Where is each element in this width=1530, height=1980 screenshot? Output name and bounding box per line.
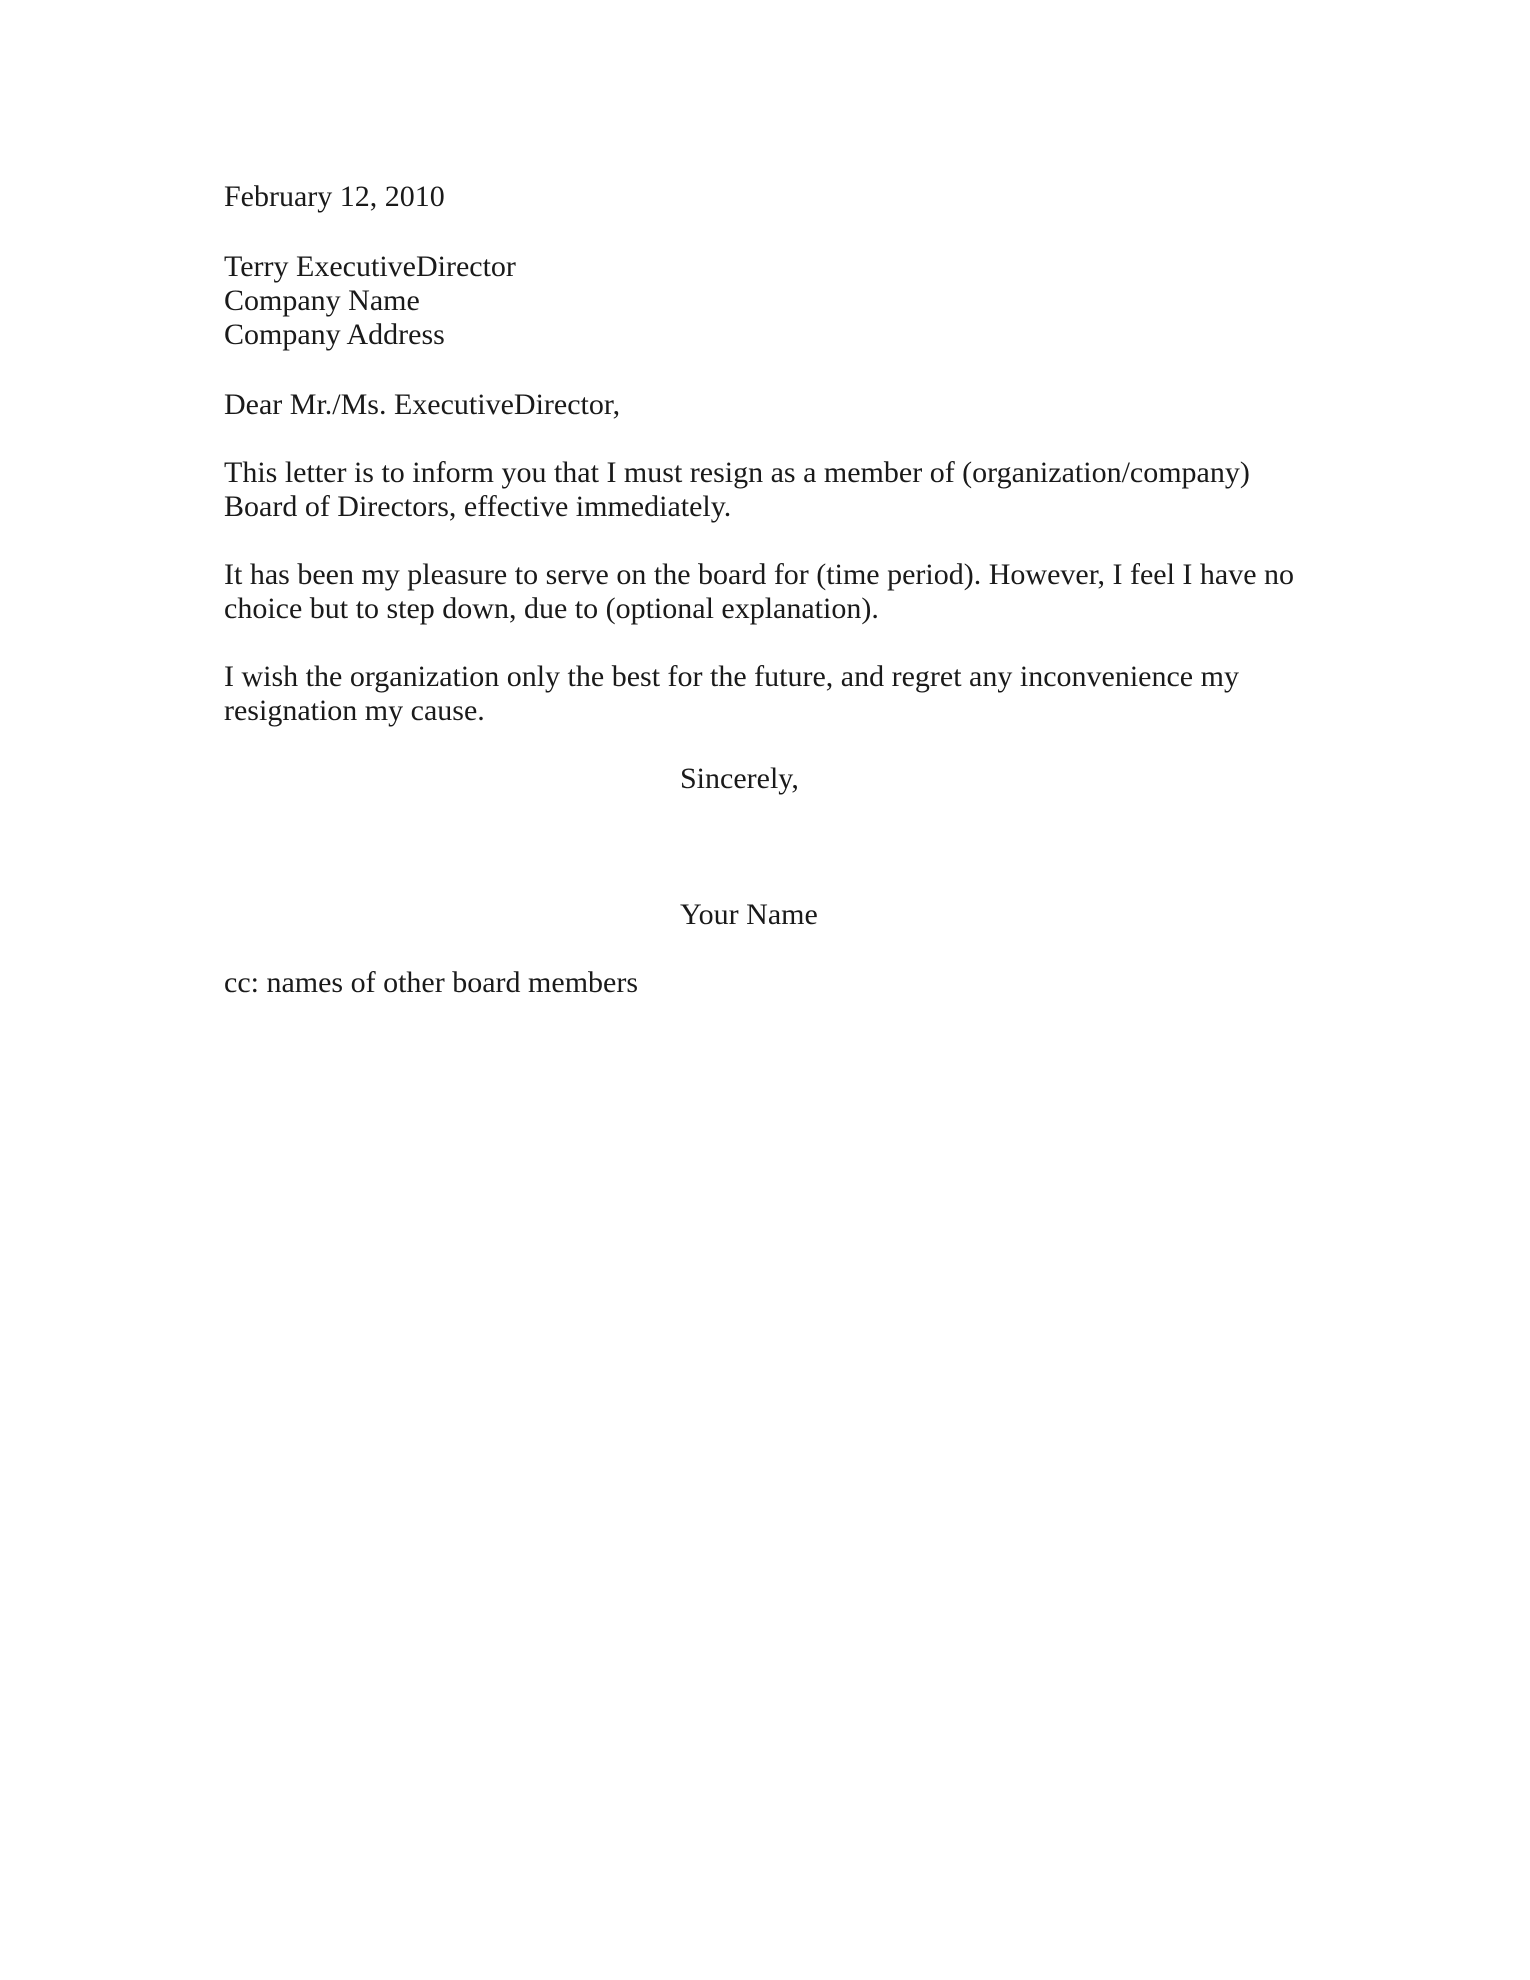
paragraph-1-line-1: This letter is to inform you that I must resign as a member of (organization/company) [224, 456, 1250, 489]
paragraph-2-line-2: choice but to step down, due to (optional explanation). [224, 592, 879, 625]
paragraph-3-line-2: resignation my cause. [224, 694, 485, 727]
paragraph-2-line-1: It has been my pleasure to serve on the board for (time period). However, I feel I have no [224, 558, 1295, 591]
cc-line: cc: names of other board members [224, 966, 639, 999]
paragraph-3-line-1: I wish the organization only the best for the future, and regret any inconvenience my [224, 660, 1239, 693]
recipient-name: Terry ExecutiveDirector [224, 250, 516, 283]
letter-date: February 12, 2010 [224, 180, 445, 213]
recipient-address: Company Address [224, 318, 445, 351]
signature-name: Your Name [680, 898, 818, 931]
closing: Sincerely, [680, 762, 799, 795]
recipient-company: Company Name [224, 284, 420, 317]
salutation: Dear Mr./Ms. ExecutiveDirector, [224, 388, 621, 421]
paragraph-1-line-2: Board of Directors, effective immediately. [224, 490, 732, 523]
